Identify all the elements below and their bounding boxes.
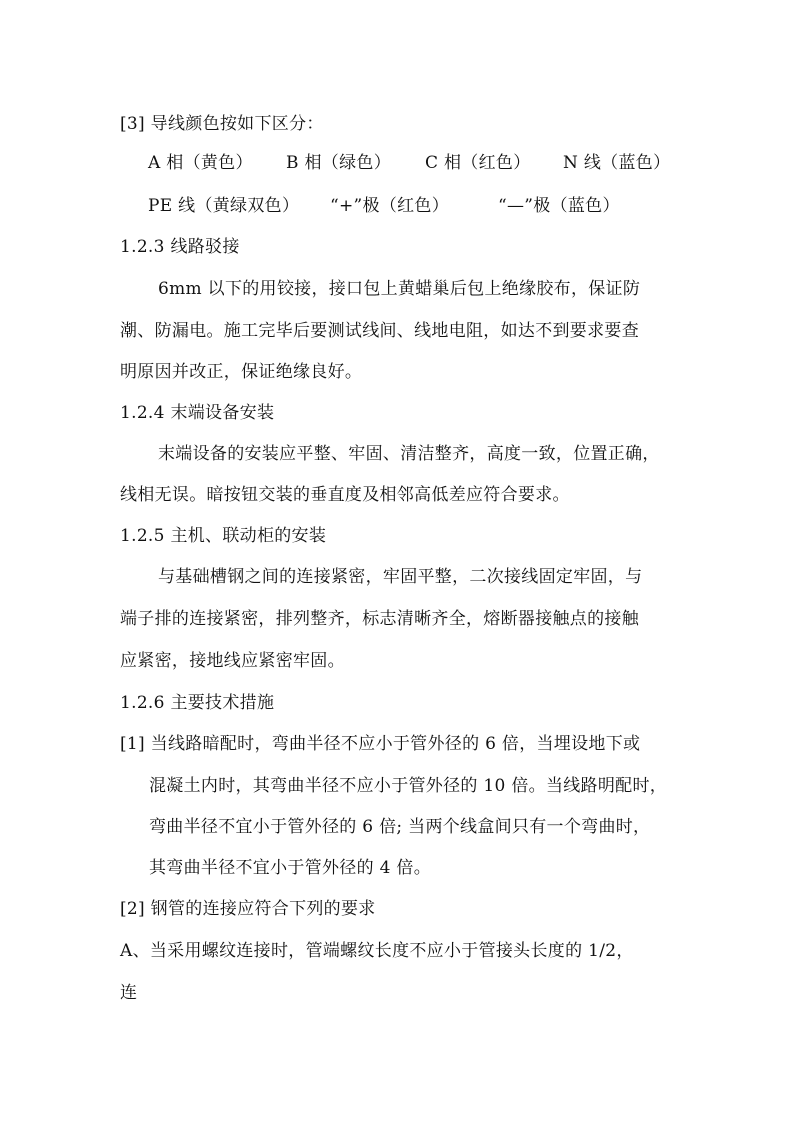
paragraph-1-2-3-line-3: 明原因并改正，保证绝缘良好。 xyxy=(120,362,363,382)
item-1-line-3: 弯曲半径不宜小于管外径的 6 倍; 当两个线盒间只有一个弯曲时， xyxy=(149,817,651,837)
paragraph-1-2-5-line-3: 应紧密，接地线应紧密牢固。 xyxy=(120,651,345,671)
paragraph-1-2-5-line-1: 与基础槽钢之间的连接紧密，牢固平整，二次接线固定牢固，与 xyxy=(158,567,643,587)
paragraph-1-2-5-line-2: 端子排的连接紧密，排列整齐，标志清晰齐全，熔断器接触点的接触 xyxy=(120,609,639,629)
color-pe-line: PE 线（黄绿双色） xyxy=(148,196,300,216)
paragraph-1-2-3-line-1: 6mm 以下的用铰接，接口包上黄蜡巢后包上绝缘胶布，保证防 xyxy=(158,279,641,299)
item-1-line-1: [1] 当线路暗配时，弯曲半径不应小于管外径的 6 倍，当埋设地下或 xyxy=(120,734,641,754)
color-n-line: N 线（蓝色） xyxy=(563,153,671,173)
heading-1-2-6: 1.2.6 主要技术措施 xyxy=(120,693,275,713)
heading-1-2-4: 1.2.4 末端设备安装 xyxy=(120,403,275,423)
heading-1-2-5: 1.2.5 主机、联动柜的安装 xyxy=(120,526,327,546)
section-3-intro: [3] 导线颜色按如下区分： xyxy=(120,114,324,134)
paragraph-1-2-3-line-2: 潮、防漏电。施工完毕后要测试线间、线地电阻，如达不到要求要查 xyxy=(120,321,639,341)
item-2: [2] 钢管的连接应符合下列的要求 xyxy=(120,899,376,919)
color-positive-pole: “+”极（红色） xyxy=(330,196,450,216)
color-negative-pole: “—”极（蓝色） xyxy=(498,196,620,216)
color-row-2 xyxy=(148,195,620,217)
item-a-line-1: A、当采用螺纹连接时，管端螺纹长度不应小于管接头长度的 1/2， xyxy=(120,941,634,961)
heading-1-2-3: 1.2.3 线路驳接 xyxy=(120,237,240,257)
item-1-line-4: 其弯曲半径不宜小于管外径的 4 倍。 xyxy=(149,858,432,878)
color-row-1 xyxy=(148,152,670,174)
item-1-line-2: 混凝土内时，其弯曲半径不应小于管外径的 10 倍。当线路明配时， xyxy=(149,776,668,796)
color-c-phase: C 相（红色） xyxy=(425,153,531,173)
paragraph-1-2-4-line-1: 末端设备的安装应平整、牢固、清洁整齐，高度一致，位置正确， xyxy=(158,444,660,464)
color-b-phase: B 相（绿色） xyxy=(286,153,391,173)
item-a-line-2: 连 xyxy=(120,983,138,1003)
paragraph-1-2-4-line-2: 线相无误。暗按钮交装的垂直度及相邻高低差应符合要求。 xyxy=(120,485,570,505)
color-a-phase: A 相（黄色） xyxy=(148,153,253,173)
